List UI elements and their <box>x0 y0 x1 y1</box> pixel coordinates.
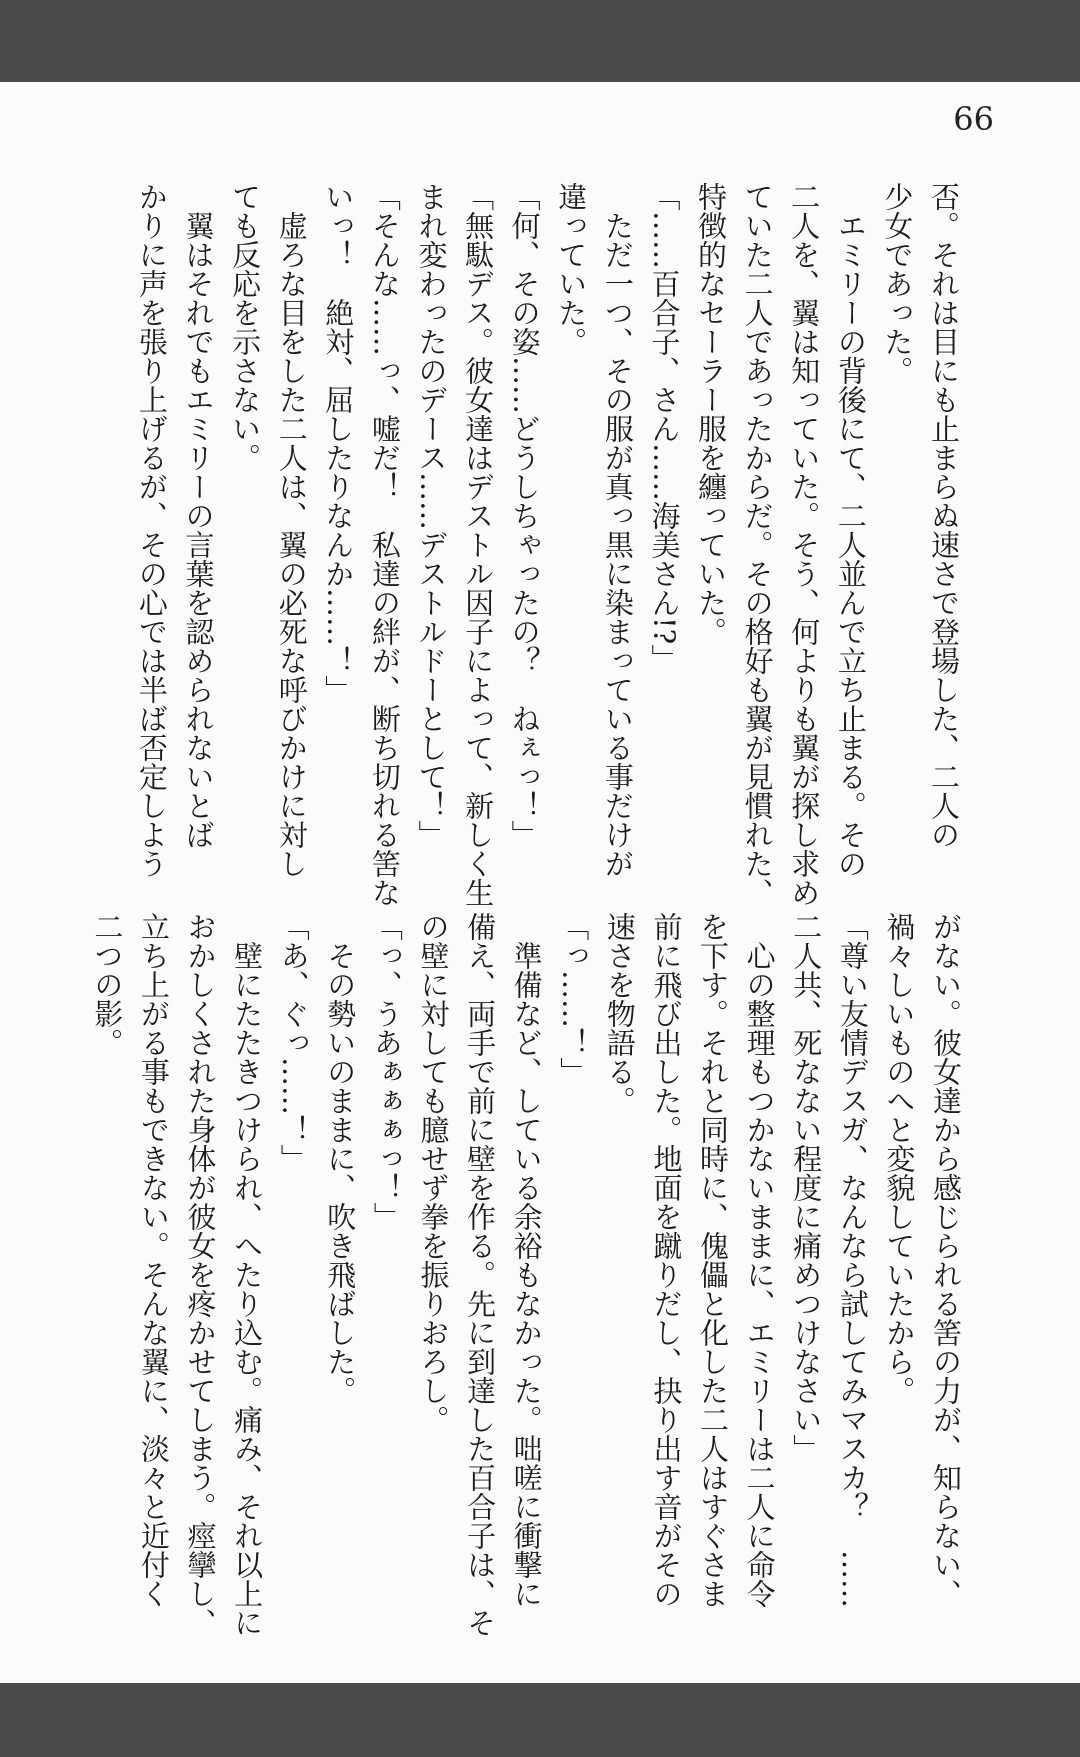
text-line: 「そんな……っ、嘘だ！ 私達の絆が、断ち切れる筈な <box>367 182 402 907</box>
text-line: 否。それは目にも止まらぬ速さで登場した、二人の <box>927 182 961 849</box>
text-line: 特徴的なセーラー服を纏っていた。 <box>694 182 729 646</box>
text-line: 「尊い友情デスガ、なんなら試してみマスカ？ …… <box>835 912 870 1608</box>
text-line: 二つの影。 <box>90 912 125 1057</box>
text-line: 二人共、死なない程度に痛めつけなさい」 <box>789 912 824 1463</box>
bottom-bar <box>0 1683 1080 1757</box>
text-line: 「何、その姿……どうしちゃったの？ ねぇっ！」 <box>507 182 542 849</box>
text-line: 虚ろな目をした二人は、翼の必死な呼びかけに対し <box>274 182 309 878</box>
text-line: 違っていた。 <box>554 182 589 356</box>
text-line: まれ変わったのデース……デストルドーとして！」 <box>414 182 449 849</box>
text-line: 備え、両手で前に壁を作る。先に到達した百合子は、そ <box>463 912 498 1637</box>
text-line: かりに声を張り上げるが、その心では半ば否定しよう <box>134 182 169 878</box>
text-line: 「っ……！」 <box>556 912 591 1086</box>
text-line: ただ一つ、その服が真っ黒に染まっている事だけが <box>600 182 635 878</box>
text-line: 速さを物語る。 <box>602 912 637 1115</box>
text-line: 禍々しいものへと変貌していたから。 <box>882 912 917 1405</box>
top-bar <box>0 0 1080 82</box>
text-line: 「っ、うあぁぁぁっ！」 <box>369 912 404 1231</box>
text-line: エミリーの背後にて、二人並んで立ち止まる。その <box>833 182 868 878</box>
book-page[interactable] <box>0 82 1080 1683</box>
text-line: を下す。それと同時に、傀儡と化した二人はすぐさま <box>696 912 731 1608</box>
text-line: その勢いのままに、吹き飛ばした。 <box>323 912 358 1405</box>
text-line: 翼はそれでもエミリーの言葉を認められないとば <box>181 182 216 849</box>
text-line: 心の整理もつかないままに、エミリーは二人に命令 <box>742 912 777 1608</box>
text-line: 「あ、ぐっ……！」 <box>276 912 311 1173</box>
text-line: ていた二人であったからだ。その格好も翼が見慣れた、 <box>740 182 775 907</box>
text-line: 立ち上がる事もできない。そんな翼に、淡々と近付く <box>136 912 171 1608</box>
text-line: の壁に対しても臆せず拳を振りおろし。 <box>416 912 451 1434</box>
text-line: 少女であった。 <box>880 182 915 385</box>
text-line: いっ！ 絶対、屈したりなんか……！」 <box>321 182 356 704</box>
text-line: 二人を、翼は知っていた。そう、何よりも翼が探し求め <box>787 182 822 907</box>
text-line: 壁にたたきつけられ、へたり込む。痛み、それ以上に <box>230 912 265 1637</box>
text-line: 準備など、している余裕もなかった。咄嗟に衝撃に <box>509 912 544 1608</box>
text-line: 前に飛び出した。地面を蹴りだし、抉り出す音がその <box>649 912 684 1608</box>
page-number: 66 <box>953 100 994 138</box>
text-line: ても反応を示さない。 <box>228 182 263 472</box>
text-line: 「……百合子、さん……海美さん!?」 <box>647 182 682 674</box>
text-block-lower <box>90 912 969 1672</box>
text-block-upper <box>134 182 967 942</box>
text-line: おかしくされた身体が彼女を疼かせてしまう。痙攣し、 <box>183 912 218 1637</box>
text-line: 「無駄デス。彼女達はデストル因子によって、新しく生 <box>461 182 496 907</box>
text-line: がない。彼女達から感じられる筈の力が、知らない、 <box>929 912 963 1608</box>
